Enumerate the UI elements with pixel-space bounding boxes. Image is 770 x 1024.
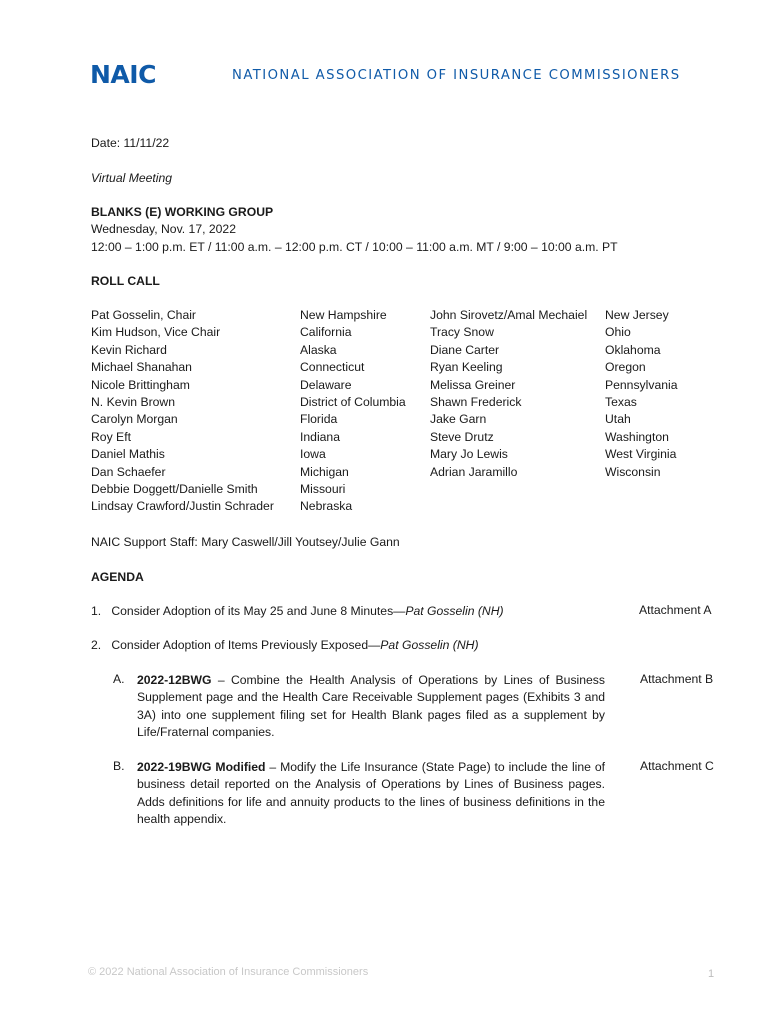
member-name: Adrian Jaramillo xyxy=(430,464,518,479)
member-state: Pennsylvania xyxy=(605,377,678,392)
member-state: Texas xyxy=(605,395,637,410)
member-state: Oregon xyxy=(605,360,646,375)
item-text: Consider Adoption of its May 25 and June 8 Minutes— xyxy=(111,604,406,618)
member-name: Kim Hudson, Vice Chair xyxy=(91,325,221,340)
member-name: Nicole Brittingham xyxy=(91,377,190,392)
group-title: BLANKS (E) WORKING GROUP xyxy=(91,205,274,219)
member-name: Tracy Snow xyxy=(430,325,494,340)
member-state: New Hampshire xyxy=(300,308,387,322)
member-state: District of Columbia xyxy=(300,395,406,410)
roll-col1-states xyxy=(300,307,406,516)
agenda-item-2 xyxy=(91,637,479,653)
meeting-date: Date: 11/11/22 xyxy=(91,136,170,150)
member-name: N. Kevin Brown xyxy=(91,395,175,410)
member-state: Oklahoma xyxy=(605,342,661,357)
member-name: Shawn Frederick xyxy=(430,395,522,410)
member-name: Kevin Richard xyxy=(91,342,167,357)
item-description: – Modify the Life Insurance (State Page) to include the line of business detail reported on the Analysis of Operations by Lines of Business pages. Adds definitions for life and annuity products to the lines of business definitions in the health appendix. xyxy=(137,760,605,826)
roll-col1-names xyxy=(91,307,274,516)
item-code: 2022-19BWG Modified xyxy=(137,760,266,774)
member-name: Lindsay Crawford/Justin Schrader xyxy=(91,499,274,514)
item-presenter: Pat Gosselin (NH) xyxy=(380,638,479,652)
member-name: Roy Eft xyxy=(91,429,131,444)
member-name: Steve Drutz xyxy=(430,429,494,444)
member-state: Michigan xyxy=(300,464,349,479)
member-name: Daniel Mathis xyxy=(91,447,165,462)
page-number: 1 xyxy=(708,968,715,980)
agenda-item-1 xyxy=(91,603,504,619)
member-state: Wisconsin xyxy=(605,464,661,479)
attachment-label: Attachment B xyxy=(640,672,714,686)
roll-call-heading: ROLL CALL xyxy=(91,274,160,288)
member-name: John Sirovetz/Amal Mechaiel xyxy=(430,308,588,322)
roll-col2-names xyxy=(430,307,587,481)
member-name: Debbie Doggett/Danielle Smith xyxy=(91,482,258,497)
member-state: California xyxy=(300,325,352,340)
subitem-a-text xyxy=(137,672,605,741)
member-state: Utah xyxy=(605,412,631,427)
meeting-day: Wednesday, Nov. 17, 2022 xyxy=(91,222,236,236)
member-name: Michael Shanahan xyxy=(91,360,192,375)
item-number: 1. xyxy=(91,604,102,618)
member-name: Dan Schaefer xyxy=(91,464,166,479)
roll-col2-states xyxy=(605,307,678,481)
footer-copyright: © 2022 National Association of Insurance Commissioners xyxy=(88,966,369,978)
member-state: Missouri xyxy=(300,482,346,497)
item-text: Consider Adoption of Items Previously Exposed— xyxy=(111,638,381,652)
meeting-type: Virtual Meeting xyxy=(91,171,173,185)
member-state: New Jersey xyxy=(605,308,669,322)
member-state: Ohio xyxy=(605,325,631,340)
item-code: 2022-12BWG xyxy=(137,673,212,687)
member-state: Washington xyxy=(605,429,669,444)
naic-logo xyxy=(90,62,156,88)
member-name: Diane Carter xyxy=(430,342,500,357)
member-name: Mary Jo Lewis xyxy=(430,447,508,462)
support-staff: NAIC Support Staff: Mary Caswell/Jill Youtsey/Julie Gann xyxy=(91,535,400,549)
member-state: Iowa xyxy=(300,447,326,462)
subitem-label: A. xyxy=(113,672,125,686)
subitem-label: B. xyxy=(113,759,125,773)
subitem-b-text xyxy=(137,759,605,828)
member-name: Pat Gosselin, Chair xyxy=(91,308,196,322)
logo-text: NAIC xyxy=(90,60,156,89)
letterhead xyxy=(90,60,681,92)
item-description: – Combine the Health Analysis of Operations by Lines of Business Supplement page and the Health Care Receivable Supplement pages (Exhibits 3 and 3A) into one supplement filing set for Health Blank pages filed as a supplement by Life/Fraternal companies. xyxy=(137,673,605,739)
member-name: Ryan Keeling xyxy=(430,360,503,375)
agenda-heading: AGENDA xyxy=(91,570,144,584)
member-state: Indiana xyxy=(300,429,340,444)
item-number: 2. xyxy=(91,638,102,652)
member-state: Delaware xyxy=(300,377,352,392)
organization-name: NATIONAL ASSOCIATION OF INSURANCE COMMISSIONERS xyxy=(232,68,681,83)
member-state: Florida xyxy=(300,412,338,427)
attachment-label: Attachment C xyxy=(640,759,714,773)
member-state: Connecticut xyxy=(300,360,365,375)
member-name: Melissa Greiner xyxy=(430,377,516,392)
member-state: West Virginia xyxy=(605,447,677,462)
meeting-time: 12:00 – 1:00 p.m. ET / 11:00 a.m. – 12:00 p.m. CT / 10:00 – 11:00 a.m. MT / 9:00 – 10:00 a.m. PT xyxy=(91,240,618,254)
item-presenter: Pat Gosselin (NH) xyxy=(405,604,504,618)
attachment-label: Attachment A xyxy=(639,603,712,617)
member-name: Jake Garn xyxy=(430,412,487,427)
member-state: Nebraska xyxy=(300,499,353,514)
member-name: Carolyn Morgan xyxy=(91,412,178,427)
member-state: Alaska xyxy=(300,342,337,357)
